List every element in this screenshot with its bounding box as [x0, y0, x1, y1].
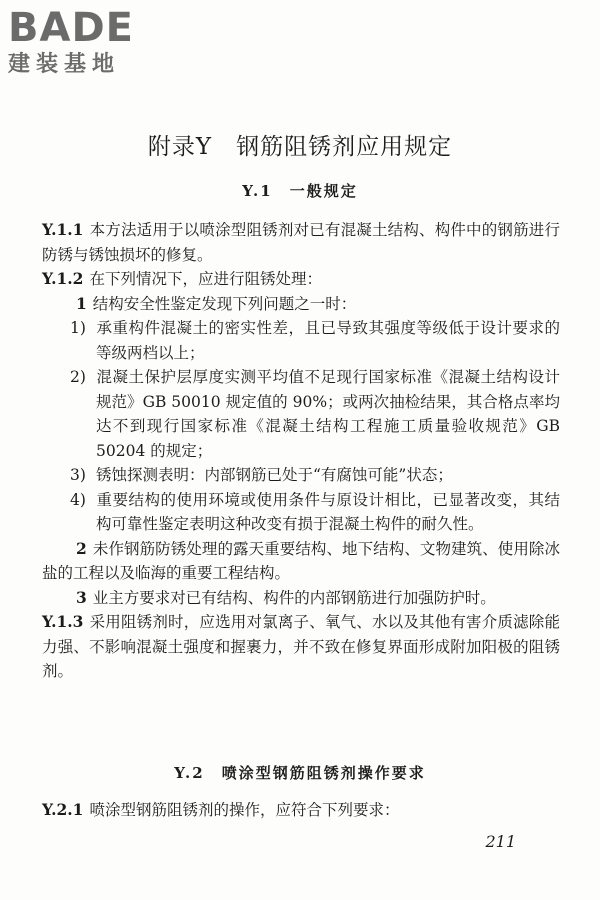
- sub-item-number: 3): [70, 466, 86, 484]
- page-number: 211: [485, 832, 516, 851]
- sub-item-text: 锈蚀探测表明：内部钢筋已处于“有腐蚀可能”状态；: [96, 466, 453, 484]
- clause-number: Y.1.2: [42, 269, 84, 288]
- logo-text-en: BADE: [8, 5, 134, 51]
- list-item-2: [42, 537, 560, 586]
- sub-item-2: [42, 365, 560, 463]
- sub-item-text: 承重构件混凝土的密实性差，且已导致其强度等级低于设计要求的等级两档以上；: [96, 319, 560, 362]
- clause-number: Y.1.1: [42, 220, 84, 239]
- sub-item-1: [42, 316, 560, 365]
- logo: [8, 6, 134, 78]
- body-text-y2: [42, 798, 560, 823]
- logo-text-cn: 建装基地: [8, 52, 121, 77]
- sub-item-text: 重要结构的使用环境或使用条件与原设计相比，已显著改变，其结构可靠性鉴定表明这种改变有损于混凝土构件的耐久性。: [96, 490, 560, 533]
- item-text: 未作钢筋防锈处理的露天重要结构、地下结构、文物建筑、使用除冰盐的工程以及临海的重要工程结构。: [42, 539, 560, 582]
- clause-number: Y.1.3: [42, 612, 84, 631]
- clause-y21: [42, 798, 560, 823]
- item-number: 3: [76, 587, 87, 607]
- item-text: 结构安全性鉴定发现下列问题之一时：: [92, 294, 357, 313]
- sub-item-3: [42, 463, 560, 488]
- list-item-3: [42, 586, 560, 611]
- sub-item-number: 4): [70, 490, 86, 509]
- appendix-title: 附录Y 钢筋阻锈剂应用规定: [147, 134, 453, 160]
- sub-item-number: 1): [70, 319, 86, 337]
- clause-text: 本方法适用于以喷涂型阻锈剂对已有混凝土结构、构件中的钢筋进行防锈与锈蚀损坏的修复。: [42, 221, 560, 264]
- item-number: 1: [76, 293, 87, 313]
- sub-item-4: [42, 488, 560, 537]
- clause-text: 采用阻锈剂时，应选用对氯离子、氧气、水以及其他有害介质滤除能力强、不影响混凝土强度和握裹力，并不致在修复界面形成附加阳极的阻锈剂。: [42, 613, 560, 680]
- clause-y113: [42, 610, 560, 684]
- item-number: 2: [76, 538, 87, 558]
- body-text: [42, 218, 560, 684]
- clause-number: Y.2.1: [42, 800, 84, 819]
- clause-y111: [42, 218, 560, 267]
- clause-text: 在下列情况下，应进行阻锈处理：: [89, 270, 322, 288]
- section-heading-y2: Y.2 喷涂型钢筋阻锈剂操作要求: [174, 764, 426, 782]
- section-heading-y1: Y.1 一般规定: [242, 182, 358, 200]
- clause-text: 喷涂型钢筋阻锈剂的操作，应符合下列要求：: [89, 801, 400, 819]
- sub-item-text: 混凝土保护层厚度实测平均值不足现行国家标准《混凝土结构设计规范》GB 50010 规定值的 90%；或两次抽检结果，其合格点率均达不到现行国家标准《混凝土结构工程施工质量验收规范》GB 50204 的规定；: [96, 368, 560, 460]
- sub-item-number: 2): [70, 368, 86, 386]
- item-text: 业主方要求对已有结构、构件的内部钢筋进行加强防护时。: [92, 588, 496, 607]
- list-item-1: [42, 292, 560, 317]
- clause-y112: [42, 267, 560, 292]
